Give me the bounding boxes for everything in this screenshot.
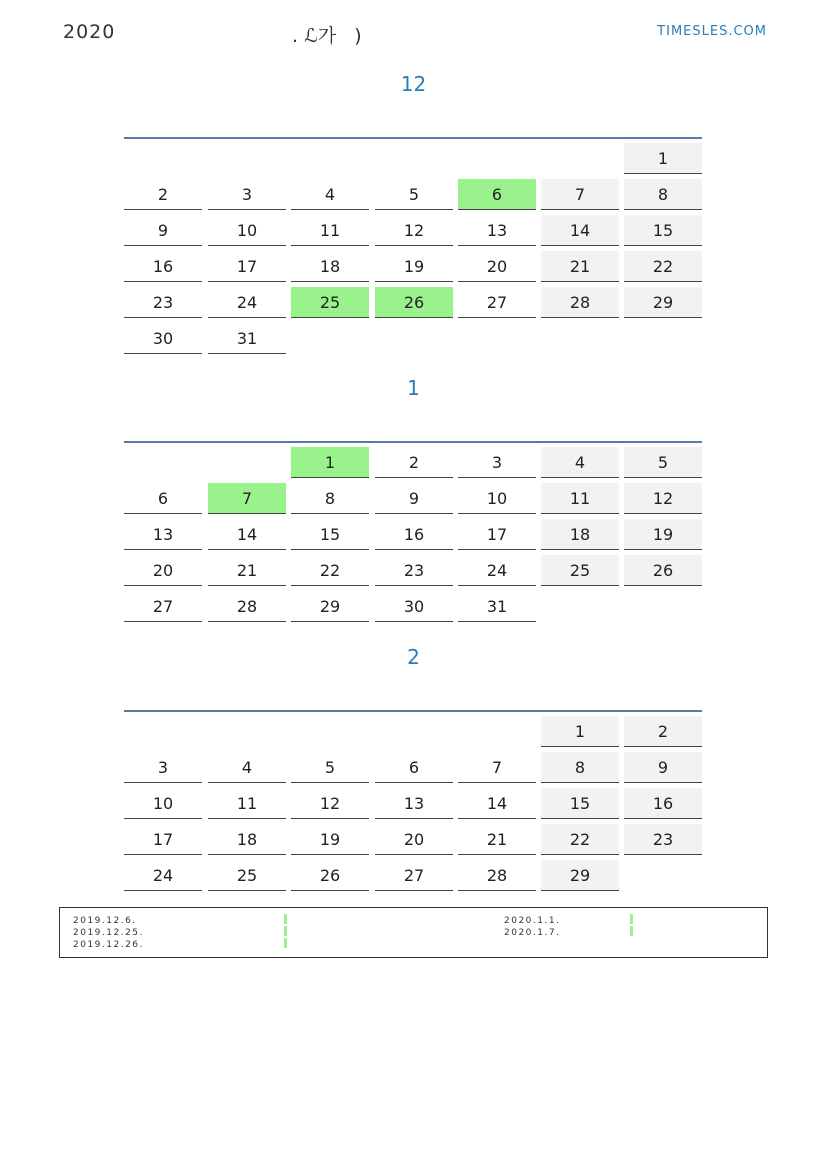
legend-date: 2020.1.7. (504, 928, 561, 938)
day-cell: 21 (541, 251, 619, 282)
day-cell: 3 (458, 447, 536, 478)
day-cell: 6 (375, 752, 453, 783)
header-year: 2020 (63, 21, 116, 43)
day-cell: 26 (375, 287, 453, 318)
day-cell: 26 (291, 860, 369, 891)
day-cell: 27 (375, 860, 453, 891)
day-cell: 31 (208, 323, 286, 354)
day-cell: 30 (124, 323, 202, 354)
month-title: 1 (407, 376, 420, 400)
day-cell: 27 (458, 287, 536, 318)
day-cell: 23 (375, 555, 453, 586)
day-cell: 1 (624, 143, 702, 174)
day-cell: 16 (124, 251, 202, 282)
month-divider (124, 710, 702, 712)
day-cell: 21 (458, 824, 536, 855)
day-cell: 23 (624, 824, 702, 855)
holiday-marker (284, 914, 287, 924)
day-cell: 15 (291, 519, 369, 550)
day-cell: 2 (375, 447, 453, 478)
day-cell: 29 (291, 591, 369, 622)
legend-date: 2020.1.1. (504, 916, 561, 926)
day-cell: 28 (458, 860, 536, 891)
day-cell: 27 (124, 591, 202, 622)
day-cell: 5 (375, 179, 453, 210)
day-cell: 20 (124, 555, 202, 586)
day-cell: 19 (624, 519, 702, 550)
holiday-legend (59, 907, 768, 958)
day-cell: 22 (541, 824, 619, 855)
day-cell: 9 (124, 215, 202, 246)
legend-date: 2019.12.26. (73, 940, 144, 950)
day-cell: 18 (291, 251, 369, 282)
day-cell: 8 (541, 752, 619, 783)
day-cell: 19 (375, 251, 453, 282)
day-cell: 12 (291, 788, 369, 819)
day-cell: 24 (458, 555, 536, 586)
month-divider (124, 441, 702, 443)
day-cell: 7 (541, 179, 619, 210)
day-cell: 15 (541, 788, 619, 819)
day-cell: 28 (208, 591, 286, 622)
day-cell: 19 (291, 824, 369, 855)
day-cell: 1 (291, 447, 369, 478)
day-cell: 25 (291, 287, 369, 318)
day-cell: 25 (541, 555, 619, 586)
day-cell: 2 (624, 716, 702, 747)
day-cell: 7 (208, 483, 286, 514)
day-cell: 20 (458, 251, 536, 282)
holiday-marker (284, 938, 287, 948)
month-divider (124, 137, 702, 139)
day-cell: 5 (291, 752, 369, 783)
day-cell: 30 (375, 591, 453, 622)
day-cell: 1 (541, 716, 619, 747)
day-cell: 14 (208, 519, 286, 550)
day-cell: 13 (375, 788, 453, 819)
day-cell: 15 (624, 215, 702, 246)
day-cell: 31 (458, 591, 536, 622)
day-cell: 16 (624, 788, 702, 819)
day-cell: 4 (291, 179, 369, 210)
day-cell: 26 (624, 555, 702, 586)
day-cell: 18 (208, 824, 286, 855)
day-cell: 24 (124, 860, 202, 891)
day-cell: 8 (291, 483, 369, 514)
legend-date: 2019.12.6. (73, 916, 137, 926)
day-cell: 9 (375, 483, 453, 514)
day-cell: 17 (208, 251, 286, 282)
day-cell: 24 (208, 287, 286, 318)
day-cell: 4 (208, 752, 286, 783)
day-cell: 7 (458, 752, 536, 783)
day-cell: 23 (124, 287, 202, 318)
day-cell: 14 (458, 788, 536, 819)
header-title: . ℒ가 ) (292, 25, 362, 47)
day-cell: 2 (124, 179, 202, 210)
day-cell: 18 (541, 519, 619, 550)
day-cell: 17 (124, 824, 202, 855)
day-cell: 20 (375, 824, 453, 855)
day-cell: 8 (624, 179, 702, 210)
day-cell: 16 (375, 519, 453, 550)
day-cell: 21 (208, 555, 286, 586)
day-cell: 6 (458, 179, 536, 210)
day-cell: 22 (291, 555, 369, 586)
day-cell: 9 (624, 752, 702, 783)
day-cell: 3 (208, 179, 286, 210)
day-cell: 10 (458, 483, 536, 514)
day-cell: 6 (124, 483, 202, 514)
holiday-marker (630, 926, 633, 936)
day-cell: 5 (624, 447, 702, 478)
day-cell: 29 (624, 287, 702, 318)
day-cell: 13 (458, 215, 536, 246)
day-cell: 12 (375, 215, 453, 246)
day-cell: 12 (624, 483, 702, 514)
holiday-marker (630, 914, 633, 924)
day-cell: 3 (124, 752, 202, 783)
day-cell: 29 (541, 860, 619, 891)
site-link[interactable]: TIMESLES.COM (657, 24, 767, 39)
holiday-marker (284, 926, 287, 936)
day-cell: 28 (541, 287, 619, 318)
day-cell: 11 (291, 215, 369, 246)
month-title: 12 (400, 72, 427, 96)
day-cell: 22 (624, 251, 702, 282)
day-cell: 10 (124, 788, 202, 819)
day-cell: 4 (541, 447, 619, 478)
day-cell: 11 (541, 483, 619, 514)
legend-date: 2019.12.25. (73, 928, 144, 938)
day-cell: 10 (208, 215, 286, 246)
day-cell: 13 (124, 519, 202, 550)
day-cell: 25 (208, 860, 286, 891)
day-cell: 17 (458, 519, 536, 550)
day-cell: 14 (541, 215, 619, 246)
day-cell: 11 (208, 788, 286, 819)
month-title: 2 (407, 645, 420, 669)
